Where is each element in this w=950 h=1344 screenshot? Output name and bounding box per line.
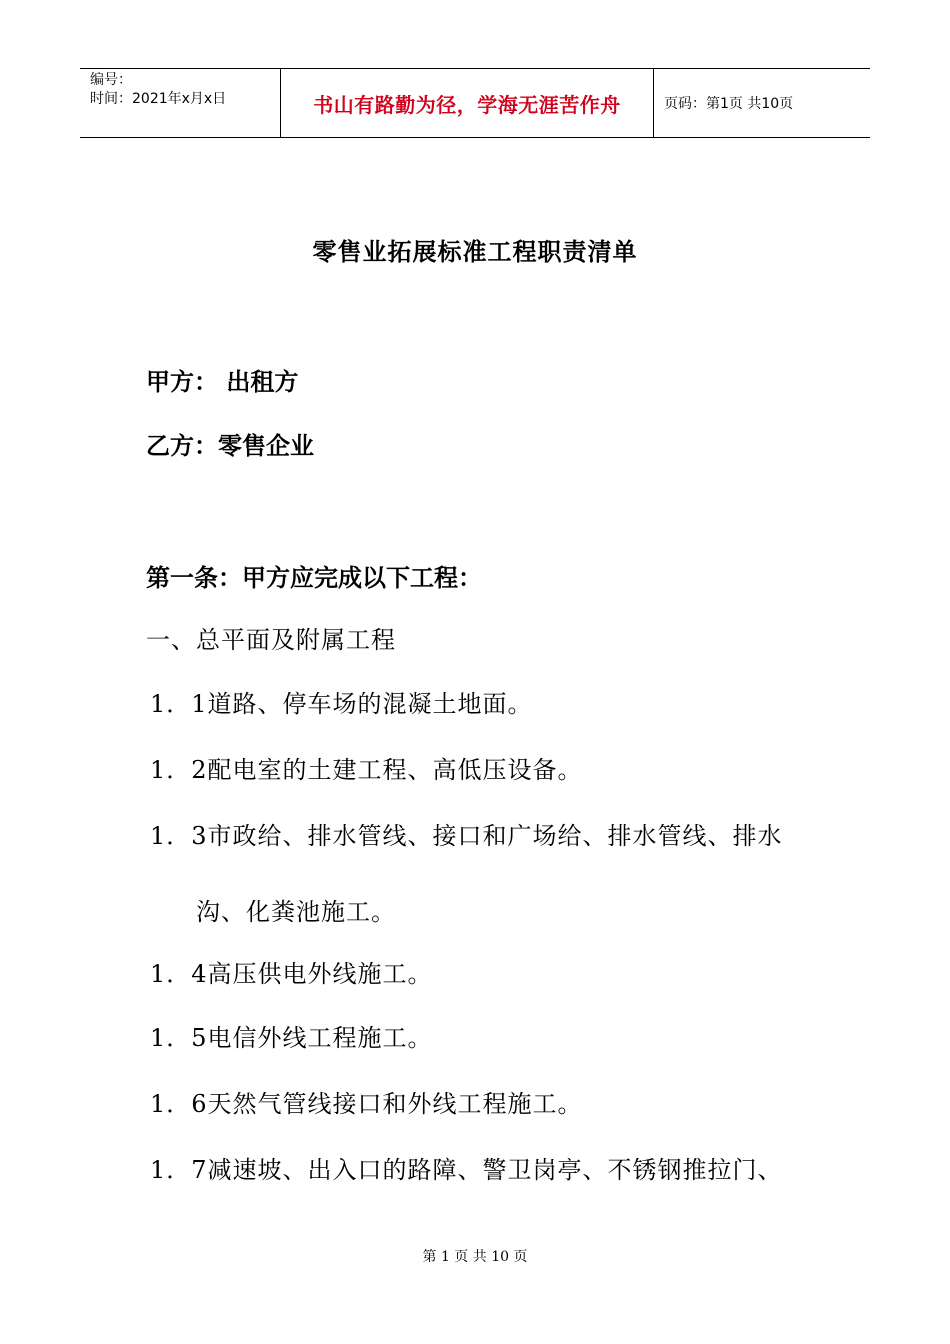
list-item: 1．2配电室的土建工程、高低压设备。 [150,756,583,784]
header-meta-cell [80,69,281,137]
party-a: 甲方： 出租方 [146,368,299,396]
time-label: 时间：2021年x月x日 [90,91,227,107]
list-item: 1．3市政给、排水管线、接口和广场给、排水管线、排水 [150,822,783,850]
list-item: 1．4高压供电外线施工。 [150,960,433,988]
list-item: 1．1道路、停车场的混凝土地面。 [150,690,533,718]
page-header [80,68,870,138]
page-footer: 第 1 页 共 10 页 [422,1249,528,1265]
article-heading: 第一条：甲方应完成以下工程： [146,564,482,592]
header-motto-cell [281,69,654,137]
document-title: 零售业拓展标准工程职责清单 [312,238,638,266]
page-info: 页码：第1页 共10页 [664,96,794,112]
motto-text: 书山有路勤为径，学海无涯苦作舟 [313,92,621,117]
list-item: 1．5电信外线工程施工。 [150,1024,433,1052]
list-item-continuation: 沟、化粪池施工。 [196,898,396,926]
party-b: 乙方：零售企业 [146,432,314,460]
list-item: 1．7减速坡、出入口的路障、警卫岗亭、不锈钢推拉门、 [150,1156,783,1184]
number-label: 编号： [90,72,132,88]
section-heading: 一、总平面及附属工程 [146,626,396,654]
list-item: 1．6天然气管线接口和外线工程施工。 [150,1090,583,1118]
header-page-cell [654,69,870,137]
